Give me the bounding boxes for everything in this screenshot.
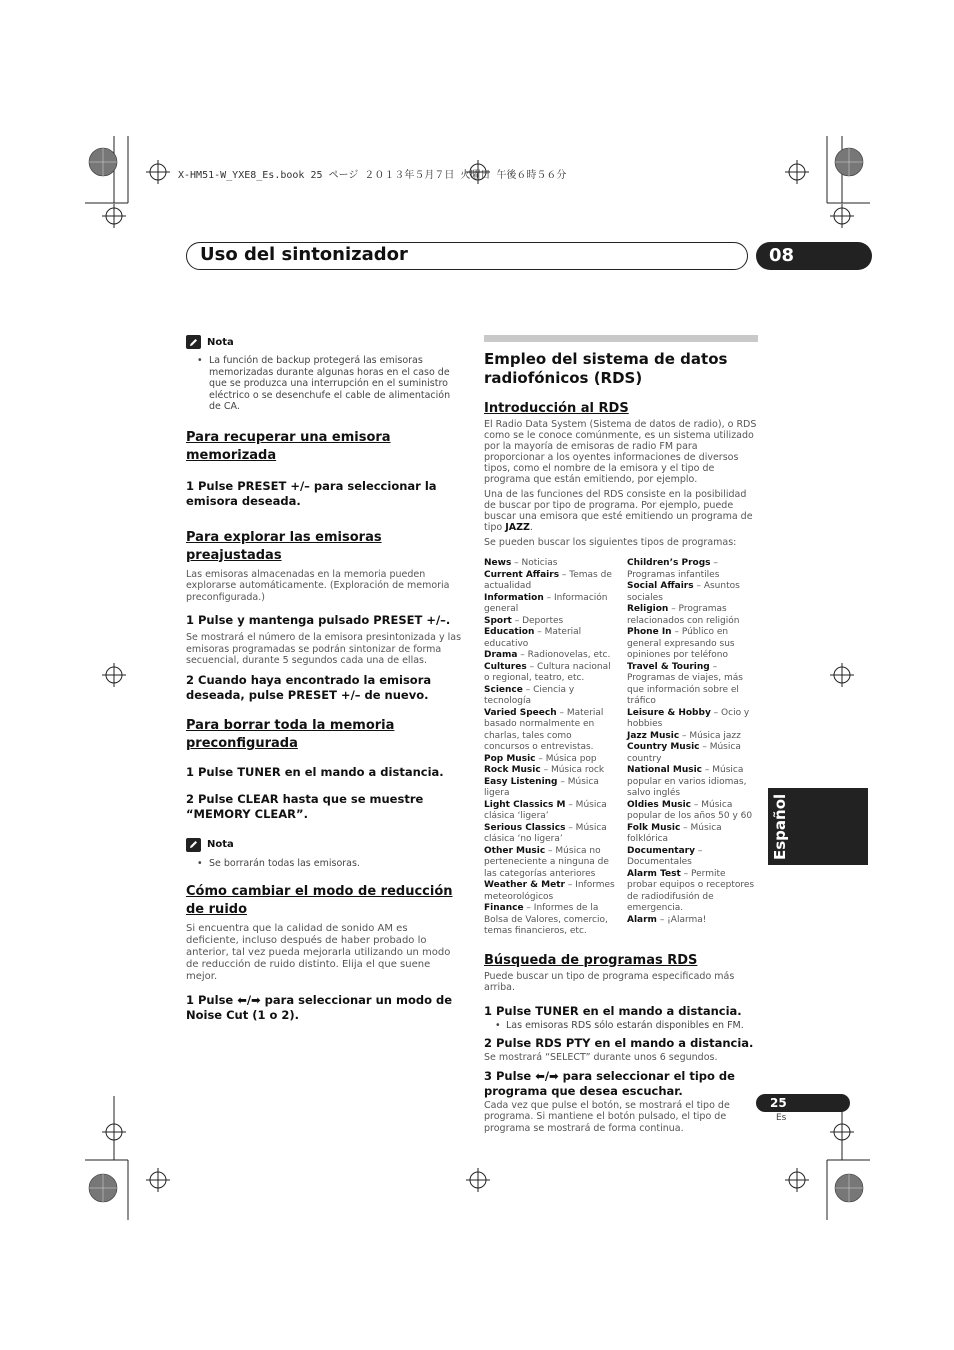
program-type-description: – Ocio y hobbies xyxy=(627,707,750,729)
program-type-item xyxy=(627,627,758,662)
program-type-description: – Informes meteorológicos xyxy=(484,880,615,902)
program-type-item xyxy=(627,823,758,846)
section-title: Empleo del sistema de datos radiofónicos (RDS) xyxy=(484,350,728,387)
program-type-description: – Música folklórica xyxy=(627,822,722,844)
program-type-name: Alarm xyxy=(627,914,657,925)
program-type-name: Social Affairs xyxy=(627,581,694,591)
bullet-text: • Las emisoras RDS sólo estarán disponibles en FM. xyxy=(484,1020,758,1032)
program-type-item xyxy=(484,880,615,903)
program-type-description: – Música ligera xyxy=(484,776,599,798)
program-type-description: – Cultura nacional o regional, teatro, etc. xyxy=(484,661,611,683)
program-type-name: Leisure & Hobby xyxy=(627,707,711,718)
program-type-name: Travel & Touring xyxy=(627,661,710,672)
program-type-item xyxy=(484,708,615,754)
program-type-item xyxy=(484,570,615,593)
program-type-item xyxy=(484,765,615,777)
note-label: Nota xyxy=(207,336,234,348)
program-type-name: Education xyxy=(484,627,535,637)
program-type-item xyxy=(627,915,758,927)
step: 3 Pulse ⬅/➡ para seleccionar el tipo de programa que desea escuchar. xyxy=(484,1068,735,1098)
body-text: Puede buscar un tipo de programa especificado más arriba. xyxy=(484,970,735,993)
right-column xyxy=(484,335,758,1134)
program-type-name: Drama xyxy=(484,650,518,660)
pencil-icon xyxy=(186,838,201,852)
program-type-name: Science xyxy=(484,684,523,695)
program-type-item xyxy=(627,846,758,869)
body-text: Se mostrará “SELECT” durante unos 6 segundos. xyxy=(484,1052,718,1063)
program-type-name: Other Music xyxy=(484,845,546,856)
program-type-description: – Noticias xyxy=(511,558,558,568)
program-type-item xyxy=(484,662,615,685)
program-type-item xyxy=(484,685,615,708)
program-type-item xyxy=(484,754,615,766)
program-type-name: Serious Classics xyxy=(484,822,566,833)
program-type-name: Phone In xyxy=(627,627,672,637)
body-text: Si encuentra que la calidad de sonido AM es deficiente, incluso después de haber probado lo anterior, tal vez pueda mejorarla utilizando un modo de reducción de ruido distinto. Elija el que suene mejor. xyxy=(186,923,451,982)
program-type-name: Jazz Music xyxy=(627,730,680,741)
note-header xyxy=(186,335,462,349)
note-text: • Se borrarán todas las emisoras. xyxy=(186,858,462,870)
page-language: Es xyxy=(776,1113,787,1123)
body-text: Se mostrará el número de la emisora presintonizada y las emisoras programadas se podrán sintonizar de forma secuencial, durante 5 segundos cada una de ellas. xyxy=(186,632,462,666)
program-type-description: – Música jazz xyxy=(679,730,741,741)
program-type-name: Folk Music xyxy=(627,822,681,833)
program-type-item xyxy=(627,742,758,765)
program-type-description: – Música clásica ‘no ligera’ xyxy=(484,822,607,844)
program-type-description: – Programas de viajes, más que información sobre el tráfico xyxy=(627,661,743,706)
program-type-item xyxy=(484,800,615,823)
program-type-item xyxy=(484,903,615,938)
program-type-name: Light Classics M xyxy=(484,799,566,810)
step: 1 Pulse PRESET +/– para seleccionar la emisora deseada. xyxy=(186,478,437,508)
note-text: • La función de backup protegerá las emisoras memorizadas durante algunas horas en el caso de que se produzca una interrupción en el suministro eléctrico o se desenchufe el cable de alimentación de CA. xyxy=(186,355,462,413)
program-type-name: Easy Listening xyxy=(484,776,558,787)
section-heading: Cómo cambiar el modo de reducción de ruido xyxy=(186,884,453,917)
section-band xyxy=(484,335,758,342)
program-type-description: – Música pop xyxy=(535,753,597,764)
program-type-description: – Música country xyxy=(627,742,741,764)
note-label: Nota xyxy=(207,839,234,850)
program-type-description: – Radionovelas, etc. xyxy=(517,650,611,660)
section-heading: Para recuperar una emisora memorizada xyxy=(186,429,391,463)
program-type-item xyxy=(627,731,758,743)
step: 2 Pulse CLEAR hasta que se muestre “MEMORY CLEAR”. xyxy=(186,791,424,821)
program-type-description: – Música popular en varios idiomas, salvo inglés xyxy=(627,765,747,798)
program-type-description: – ¡Alarma! xyxy=(656,914,707,925)
program-type-name: Sport xyxy=(484,615,512,626)
program-type-name: Rock Music xyxy=(484,765,541,775)
program-type-description: – Programas infantiles xyxy=(627,558,720,580)
program-type-description: – Temas de actualidad xyxy=(484,569,612,591)
step: 1 Pulse TUNER en el mando a distancia. xyxy=(186,764,444,779)
step: 1 Pulse y mantenga pulsado PRESET +/–. xyxy=(186,613,451,627)
program-type-name: Alarm Test xyxy=(627,868,681,879)
language-tab-label: Español xyxy=(771,793,789,861)
program-type-description: – Música clásica ‘ligera’ xyxy=(484,799,607,821)
program-type-item xyxy=(627,604,758,627)
program-type-column-right xyxy=(627,558,758,938)
program-type-description: – Información general xyxy=(484,592,608,614)
jazz-emphasis: JAZZ xyxy=(505,522,530,533)
section-heading: Búsqueda de programas RDS xyxy=(484,952,698,968)
program-type-item xyxy=(627,708,758,731)
program-type-item xyxy=(484,823,615,846)
body-text-part: Una de las funciones del RDS consiste en la posibilidad de buscar por tipo de programa. Por ejemplo, puede buscar una emisora que esté emitiendo un programa de tipo xyxy=(484,489,753,533)
program-type-name: Current Affairs xyxy=(484,569,560,580)
body-text: Cada vez que pulse el botón, se mostrará el tipo de programa. Si mantiene el botón pulsado, el tipo de programa se mostrará de forma continua. xyxy=(484,1099,730,1134)
page-title: Uso del sintonizador xyxy=(200,244,408,265)
program-type-name: Varied Speech xyxy=(484,707,557,718)
page-number: 25 xyxy=(756,1094,850,1112)
body-text: Se pueden buscar los siguientes tipos de programas: xyxy=(484,537,737,548)
pencil-icon xyxy=(186,335,201,349)
program-type-item xyxy=(484,777,615,800)
program-type-item xyxy=(627,581,758,604)
program-type-description: – Permite probar equipos o receptores de radiodifusión de emergencia. xyxy=(627,868,755,913)
note-header xyxy=(186,838,462,852)
program-type-item xyxy=(484,558,615,570)
program-type-description: – Asuntos sociales xyxy=(627,581,740,603)
program-type-item xyxy=(627,558,758,581)
program-type-name: Weather & Metr xyxy=(484,880,565,890)
step: 2 Pulse RDS PTY en el mando a distancia. xyxy=(484,1036,754,1050)
section-heading: Para borrar toda la memoria preconfigurada xyxy=(186,717,395,751)
body-text xyxy=(484,489,758,533)
program-type-description: – Ciencia y tecnología xyxy=(484,684,575,706)
program-type-name: Oldies Music xyxy=(627,799,691,810)
program-type-list xyxy=(484,558,758,938)
program-type-item xyxy=(484,650,615,662)
program-type-item xyxy=(627,800,758,823)
program-type-description: – Público en general expresando sus opiniones por teléfono xyxy=(627,627,735,660)
program-type-name: Cultures xyxy=(484,661,527,672)
section-heading: Para explorar las emisoras preajustadas xyxy=(186,529,382,563)
program-type-description: – Música rock xyxy=(540,765,605,775)
program-type-description: – Música no perteneciente a ninguna de las categorías anteriores xyxy=(484,845,609,879)
program-type-name: Religion xyxy=(627,604,669,614)
section-heading: Introducción al RDS xyxy=(484,401,629,416)
program-type-description: – Material basado normalmente en charlas, tales como concursos o entrevistas. xyxy=(484,707,604,752)
program-type-item xyxy=(484,846,615,881)
program-type-item xyxy=(484,593,615,616)
step: 2 Cuando haya encontrado la emisora deseada, pulse PRESET +/– de nuevo. xyxy=(186,672,432,702)
program-type-item xyxy=(627,765,758,800)
program-type-description: – Programas relacionados con religión xyxy=(627,604,740,626)
step: 1 Pulse ⬅/➡ para seleccionar un modo de Noise Cut (1 o 2). xyxy=(186,993,453,1022)
step: 1 Pulse TUNER en el mando a distancia. xyxy=(484,1003,742,1018)
program-type-name: Country Music xyxy=(627,742,700,752)
body-text: Las emisoras almacenadas en la memoria pueden explorarse automáticamente. (Exploración de memoria preconfigurada.) xyxy=(186,568,450,603)
program-type-item xyxy=(484,616,615,628)
program-type-description: – Música popular de los años 50 y 60 xyxy=(627,799,753,821)
body-text-part: . xyxy=(529,522,533,533)
program-type-description: – Documentales xyxy=(627,845,703,867)
file-header: X-HM51-W_YXE8_Es.book 25 ページ ２０１３年５月７日 火曜日 午後６時５６分 xyxy=(178,170,567,181)
program-type-name: Children’s Progs xyxy=(627,558,711,568)
program-type-name: News xyxy=(484,558,512,568)
program-type-name: Finance xyxy=(484,903,524,913)
program-type-item xyxy=(627,869,758,915)
program-type-description: – Informes de la Bolsa de Valores, comercio, temas financieros, etc. xyxy=(484,903,608,936)
program-type-column-left xyxy=(484,558,615,938)
body-text: El Radio Data System (Sistema de datos de radio), o RDS como se le conoce comúnmente, es un sistema utilizado por la mayoría de emisoras de radio FM para proporcionar a los oyentes informaciones de diversos tipos, como el nombre de la emisora y el tipo de programa que están emitiendo, por ejemplo. xyxy=(484,419,757,485)
program-type-name: Information xyxy=(484,592,544,603)
left-column xyxy=(186,335,462,1023)
program-type-name: National Music xyxy=(627,765,703,775)
chapter-badge: 08 xyxy=(756,242,872,270)
program-type-name: Pop Music xyxy=(484,753,536,764)
program-type-description: – Material educativo xyxy=(484,627,582,649)
program-type-item xyxy=(484,627,615,650)
program-type-description: – Deportes xyxy=(511,615,564,626)
program-type-item xyxy=(627,662,758,708)
program-type-name: Documentary xyxy=(627,845,695,856)
